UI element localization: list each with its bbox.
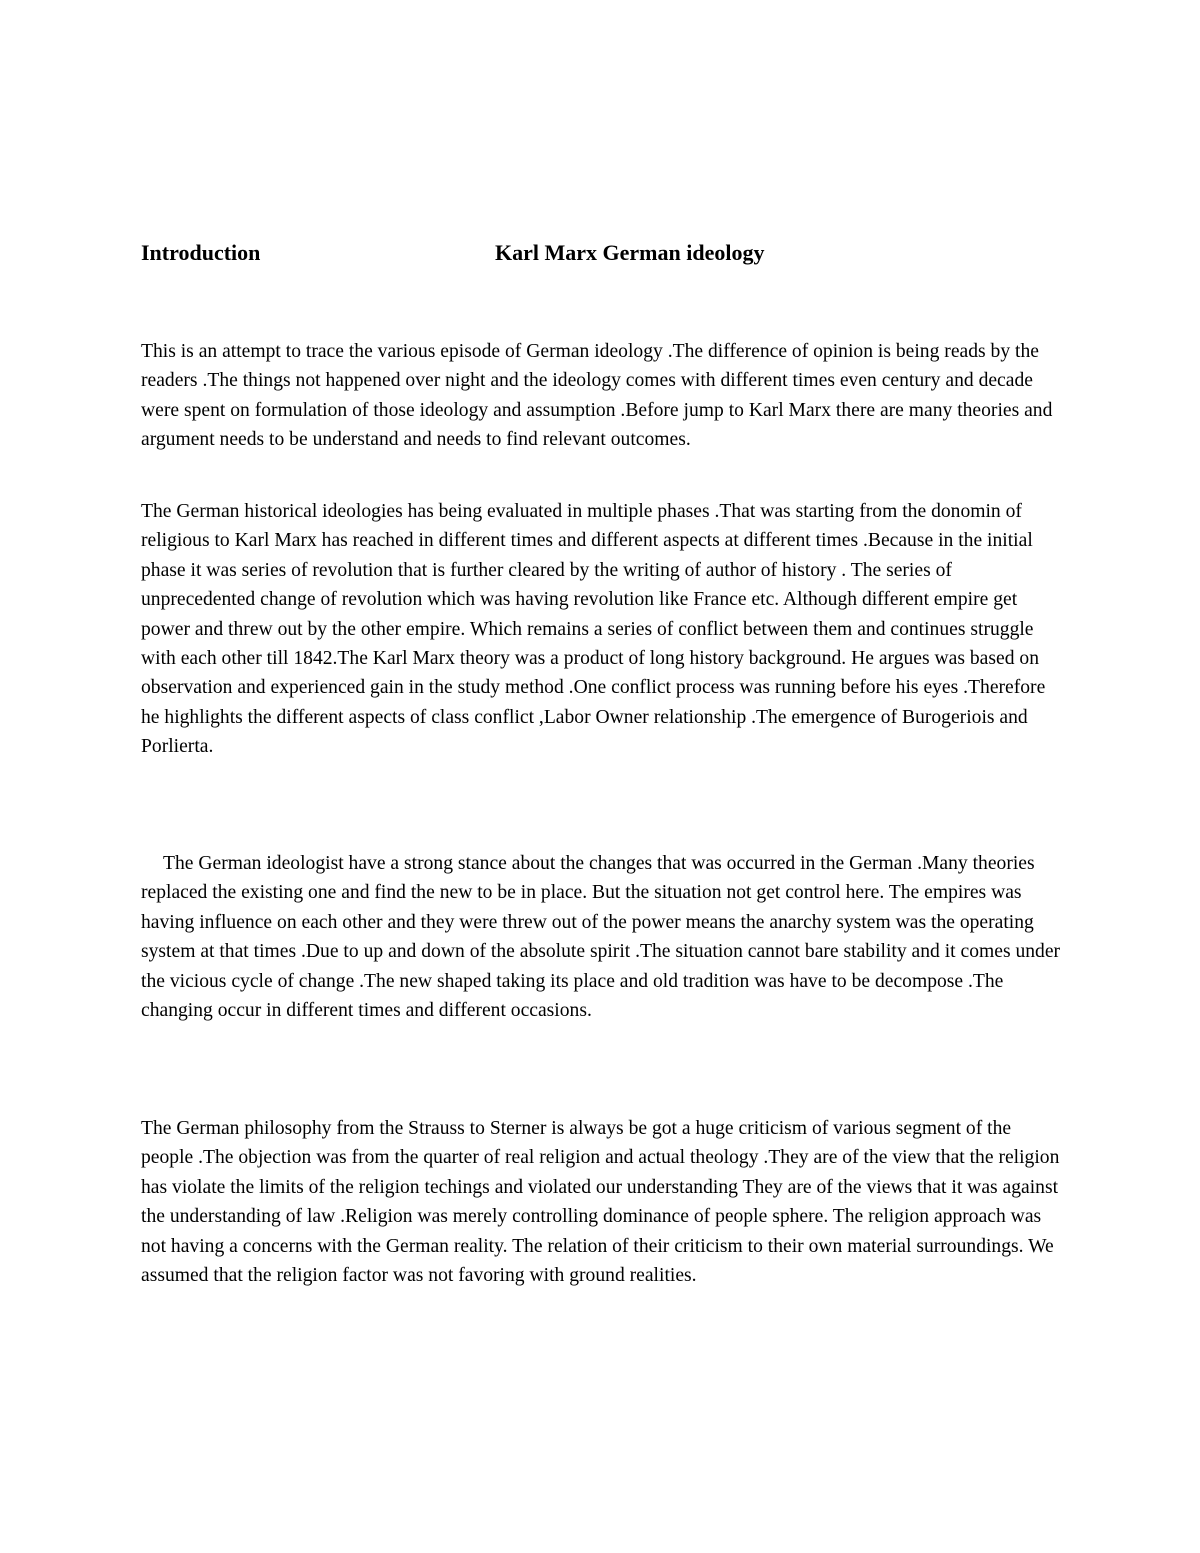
paragraph-3: The German ideologist have a strong stance about the changes that was occurred in the German .Many theories replaced the existing one and find the new to be in place. But the situation not get control here. The empires was having influence on each other and they were threw out of the power means the anarchy system was the operating system at that times .Due to up and down of the absolute spirit .The situation cannot bare stability and it comes under the vicious cycle of change .The new shaped taking its place and old tradition was have to be decompose .The changing occur in different times and different occasions. xyxy=(141,853,1061,1022)
paragraph-4: The German philosophy from the Strauss to Sterner is always be got a huge criticism of various segment of the people .The objection was from the quarter of real religion and actual theology .They are of the view that the religion has violate the limits of the religion techings and violated our understanding They are of the views that it was against the understanding of law .Religion was merely controlling dominance of people sphere. The religion approach was not having a concerns with the German reality. The relation of their criticism to their own material surroundings. We assumed that the religion factor was not favoring with ground realities. xyxy=(141,1118,1060,1287)
paragraph-2: The German historical ideologies has being evaluated in multiple phases .That was starting from the donomin of religious to Karl Marx has reached in different times and different aspects at different times .Because in the initial phase it was series of revolution that is further cleared by the writing of author of history . The series of unprecedented change of revolution which was having revolution like France etc. Although different empire get power and threw out by the other empire. Which remains a series of conflict between them and continues struggle with each other till 1842.The Karl Marx theory was a product of long history background. He argues was based on observation and experienced gain in the study method .One conflict process was running before his eyes .Therefore he highlights the different aspects of class conflict ,Labor Owner relationship .The emergence of Burogeriois and Porlierta. xyxy=(141,501,1046,758)
paragraph-1: This is an attempt to trace the various episode of German ideology .The difference of opinion is being reads by the readers .The things not happened over night and the ideology comes with different times even century and decade were spent on formulation of those ideology and assumption .Before jump to Karl Marx there are many theories and argument needs to be understand and needs to find relevant outcomes. xyxy=(141,341,1053,451)
section-heading: Introduction xyxy=(141,240,261,265)
document-title: Karl Marx German ideology xyxy=(495,240,765,265)
